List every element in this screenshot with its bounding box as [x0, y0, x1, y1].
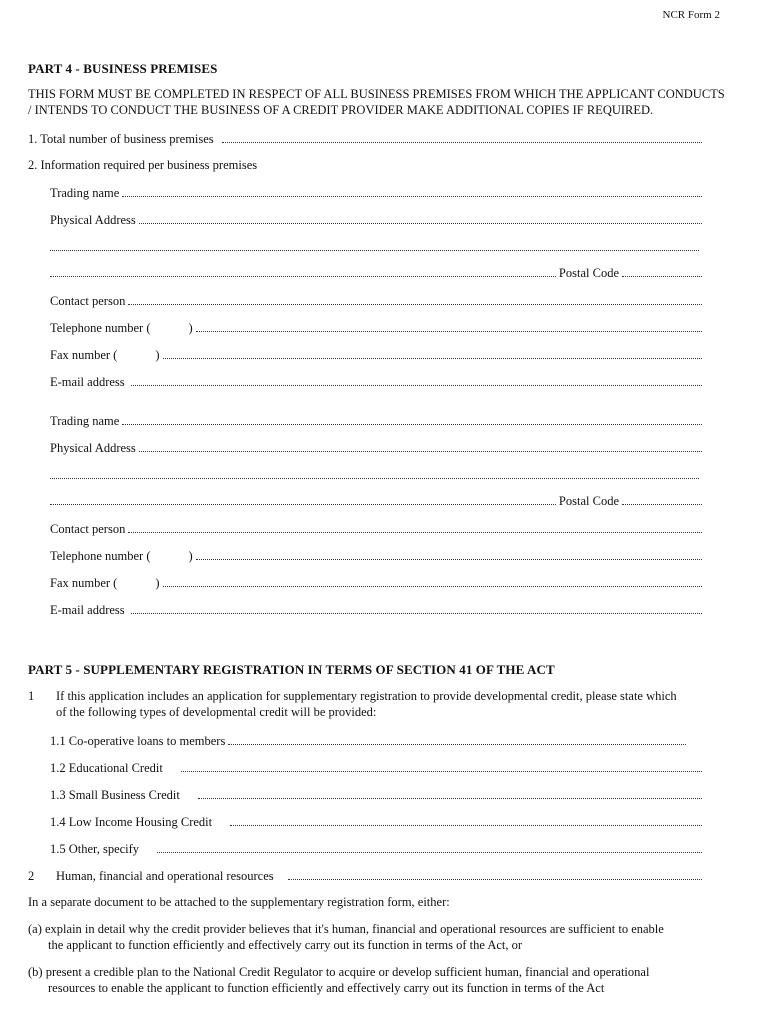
- q1-line1: If this application includes an application for supplementary registration to provide developmental credit, please state which: [56, 689, 677, 703]
- total-premises-field[interactable]: [28, 131, 702, 147]
- postal-code-label: Postal Code: [558, 494, 619, 508]
- credit-type-line[interactable]: [181, 760, 702, 772]
- premises1-trading-name-field[interactable]: [50, 185, 702, 201]
- trading-name-line[interactable]: [122, 413, 702, 425]
- telephone-label: Telephone number (: [50, 321, 151, 335]
- postal-code-label: Postal Code: [558, 266, 619, 280]
- premises2-physical-address-field[interactable]: [50, 440, 702, 456]
- fax-label: Fax number (: [50, 576, 118, 590]
- telephone-close: ): [188, 321, 193, 335]
- q1-line2: of the following types of developmental credit will be provided:: [56, 705, 377, 719]
- part5-heading: PART 5 - SUPPLEMENTARY REGISTRATION IN TERMS OF SECTION 41 OF THE ACT: [28, 662, 555, 677]
- trading-name-line[interactable]: [122, 185, 702, 197]
- q2-resources-field[interactable]: [56, 868, 702, 884]
- contact-person-line[interactable]: [128, 521, 702, 533]
- premises2-telephone-field[interactable]: [50, 548, 702, 564]
- physical-address-line[interactable]: [139, 212, 702, 224]
- credit-type-line[interactable]: [230, 814, 702, 826]
- fax-label: Fax number (: [50, 348, 118, 362]
- premises1-physical-address-field[interactable]: [50, 212, 702, 228]
- credit-type-label: 1.5 Other, specify: [50, 842, 140, 856]
- q2-line[interactable]: [288, 868, 702, 880]
- fax-close: ): [155, 348, 160, 362]
- part4-instruction-line2: / INTENDS TO CONDUCT THE BUSINESS OF A CREDIT PROVIDER MAKE ADDITIONAL COPIES IF REQUIRED.: [28, 103, 654, 117]
- trading-name-label: Trading name: [50, 186, 120, 200]
- premises2-fax-field[interactable]: [50, 575, 702, 591]
- separate-document-note: In a separate document to be attached to the supplementary registration form, either:: [28, 895, 450, 909]
- email-label: E-mail address: [50, 375, 125, 389]
- premises1-email-field[interactable]: [50, 374, 702, 390]
- option-a-line1: (a) explain in detail why the credit provider believes that it's human, financial and operational resources are sufficient to enable: [28, 922, 664, 936]
- email-label: E-mail address: [50, 603, 125, 617]
- credit-type-line[interactable]: [198, 787, 702, 799]
- physical-address-line[interactable]: [139, 440, 702, 452]
- q2-number: 2: [28, 869, 35, 883]
- premises2-email-field[interactable]: [50, 602, 702, 618]
- fax-line[interactable]: [163, 575, 702, 587]
- q2-label: Human, financial and operational resources: [56, 869, 274, 883]
- credit-type-other-field[interactable]: [50, 841, 702, 857]
- option-a-line2: the applicant to function efficiently and effectively carry out its function in terms of the Act, or: [48, 938, 523, 952]
- info-required-label: 2. Information required per business premises: [28, 158, 258, 172]
- credit-type-educational-field[interactable]: [50, 760, 702, 776]
- premises1-contact-person-field[interactable]: [50, 293, 702, 309]
- contact-person-line[interactable]: [128, 293, 702, 305]
- telephone-close: ): [188, 549, 193, 563]
- total-premises-line[interactable]: [222, 131, 702, 143]
- form-number: NCR Form 2: [662, 9, 720, 21]
- part4-instruction-line1: THIS FORM MUST BE COMPLETED IN RESPECT OF ALL BUSINESS PREMISES FROM WHICH THE APPLICANT CONDUCTS: [28, 87, 725, 101]
- fax-close: ): [155, 576, 160, 590]
- credit-type-label: 1.2 Educational Credit: [50, 761, 163, 775]
- contact-person-label: Contact person: [50, 294, 126, 308]
- credit-type-line[interactable]: [157, 841, 702, 853]
- address-line2[interactable]: [50, 239, 699, 251]
- email-line[interactable]: [131, 374, 702, 386]
- credit-type-label: 1.3 Small Business Credit: [50, 788, 180, 802]
- address-line3[interactable]: [50, 265, 556, 277]
- premises2-contact-person-field[interactable]: [50, 521, 702, 537]
- option-b-line2: resources to enable the applicant to function efficiently and effectively carry out its function in terms of the Act: [48, 981, 605, 995]
- total-premises-label: 1. Total number of business premises: [28, 132, 214, 146]
- physical-address-label: Physical Address: [50, 441, 136, 455]
- address-line3[interactable]: [50, 493, 556, 505]
- email-line[interactable]: [131, 602, 702, 614]
- credit-type-housing-field[interactable]: [50, 814, 702, 830]
- credit-type-label: 1.4 Low Income Housing Credit: [50, 815, 213, 829]
- fax-line[interactable]: [163, 347, 702, 359]
- premises1-address-line2[interactable]: [50, 239, 702, 255]
- telephone-line[interactable]: [196, 548, 702, 560]
- premises2-trading-name-field[interactable]: [50, 413, 702, 429]
- credit-type-line[interactable]: [228, 733, 686, 745]
- telephone-line[interactable]: [196, 320, 702, 332]
- physical-address-label: Physical Address: [50, 213, 136, 227]
- premises1-address-line3-postal[interactable]: [50, 265, 702, 281]
- address-line2[interactable]: [50, 467, 699, 479]
- premises1-telephone-field[interactable]: [50, 320, 702, 336]
- q1-number: 1: [28, 689, 35, 703]
- postal-code-line[interactable]: [622, 493, 702, 505]
- credit-type-label: 1.1 Co-operative loans to members: [50, 734, 226, 748]
- trading-name-label: Trading name: [50, 414, 120, 428]
- option-b-line1: (b) present a credible plan to the National Credit Regulator to acquire or develop sufficient human, financial and operational: [28, 965, 650, 979]
- credit-type-small-business-field[interactable]: [50, 787, 702, 803]
- telephone-label: Telephone number (: [50, 549, 151, 563]
- premises2-address-line3-postal[interactable]: [50, 493, 702, 509]
- credit-type-cooperative-field[interactable]: [50, 733, 686, 749]
- premises2-address-line2[interactable]: [50, 467, 702, 483]
- premises1-fax-field[interactable]: [50, 347, 702, 363]
- contact-person-label: Contact person: [50, 522, 126, 536]
- postal-code-line[interactable]: [622, 265, 702, 277]
- part4-heading: PART 4 - BUSINESS PREMISES: [28, 61, 218, 76]
